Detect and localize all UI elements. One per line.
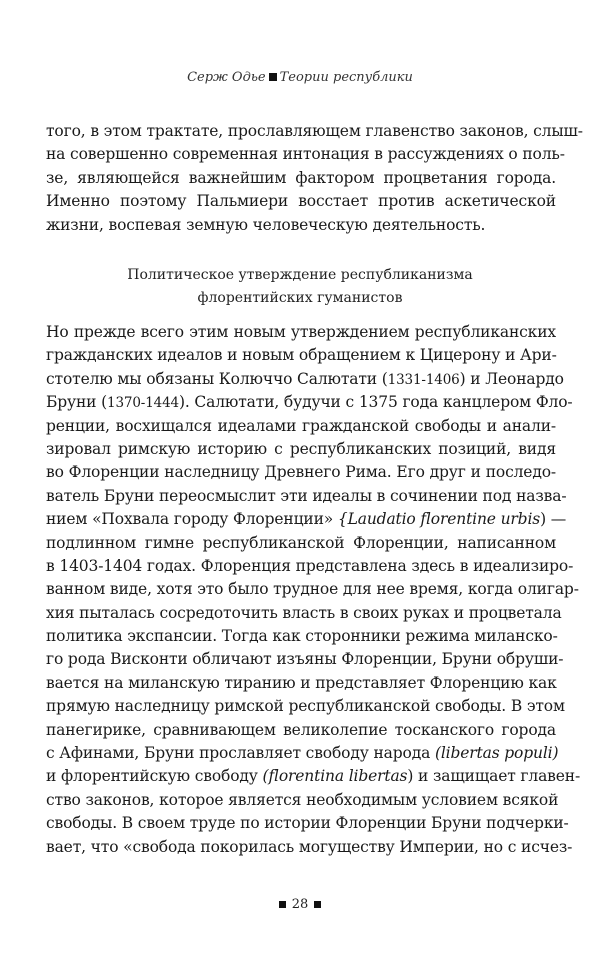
page-number: 28 [291,897,309,912]
text-line: гражданских идеалов и новым обращением к Цицерону и Ари- [46,346,557,365]
text-segment: ) и Леонардо [459,369,564,388]
running-header [0,70,600,85]
text-line: на совершенно современная интонация в рассуждениях о поль- [46,145,565,164]
text-line: того, в этом трактате, прославляющем главенство законов, слыш- [46,122,583,140]
text-segment: и флорентийскую свободу [46,767,263,786]
header-author: Серж Одье [187,70,266,85]
text-line: панегирике, сравнивающем великолепие тосканского города [46,720,556,739]
text-line [46,391,573,414]
text-line: хия пыталась сосредоточить власть в своих руках и процветала [46,603,562,622]
text-line [46,508,567,531]
text-line: в 1403-1404 годах. Флоренция представлена здесь в идеализиро- [46,556,574,575]
text-line: ство законов, которое является необходимым условием всякой [46,790,559,809]
text-line: жизни, воспевая земную человеческую деятельность. [46,215,486,234]
lifespan-dates: 1370-1444 [107,395,179,412]
section-heading [0,264,600,310]
text-line: свободы. В своем труде по истории Флоренции Бруни подчерки- [46,814,569,833]
text-line: ванном виде, хотя это было трудное для нее время, когда олигар- [46,580,579,599]
paragraph-2 [46,321,581,859]
paragraph-1 [46,120,583,237]
text-line: зе, являющейся важнейшим фактором процветания города. [46,168,556,187]
text-line: Именно поэтому Пальмиери восстает против аскетической [46,192,556,211]
text-segment: стотелю мы обязаны Колюччо Салютати ( [46,369,388,388]
text-segment: нием «Похвала городу Флоренции» [46,510,338,529]
text-line [46,742,559,765]
header-title: Теории республики [279,70,413,85]
text-line: политика экспансии. Тогда как сторонники режима миланско- [46,627,558,646]
text-line: ватель Бруни переосмыслит эти идеалы в сочинении под назва- [46,486,567,505]
text-line: прямую наследницу римской республиканской свободы. В этом [46,697,565,716]
text-line [46,368,564,391]
square-bullet-icon [279,901,286,908]
section-heading-line-2: флорентийских гуманистов [197,290,403,306]
text-line: Но прежде всего этим новым утверждением республиканских [46,323,556,341]
text-line: вается на миланскую тиранию и представляет Флоренцию как [46,673,557,692]
section-heading-line-1: Политическое утверждение республиканизма [127,267,473,283]
text-segment: ). Салютати, будучи с 1375 года канцлером Фло- [178,393,573,412]
text-line: го рода Висконти обличают изъяны Флоренции, Бруни обруши- [46,650,564,669]
text-line: вает, что «свобода покорилась могуществу Империи, но с исчез- [46,837,573,856]
text-segment: ) — [540,510,567,529]
text-line: подлинном гимне республиканской Флоренции, написанном [46,533,556,552]
text-segment: Бруни ( [46,393,108,412]
latin-title: {Laudatio florentine urbis [337,510,541,529]
square-bullet-icon [314,901,321,908]
text-line: во Флоренции наследницу Древнего Рима. Его друг и последо- [46,463,556,482]
text-line: зировал римскую историю с республиканских позиций, видя [46,439,556,458]
text-segment: с Афинами, Бруни прославляет свободу народа [46,744,435,763]
text-segment: ) и защищает главен- [407,767,581,786]
latin-term: (florentina libertas [262,767,408,786]
latin-term: (libertas populi) [434,744,559,763]
text-line: ренции, восхищался идеалами гражданской свободы и анали- [46,416,556,435]
lifespan-dates: 1331-1406 [387,371,460,388]
text-line [46,765,581,788]
page-footer [0,897,600,912]
square-bullet-icon [269,73,277,81]
